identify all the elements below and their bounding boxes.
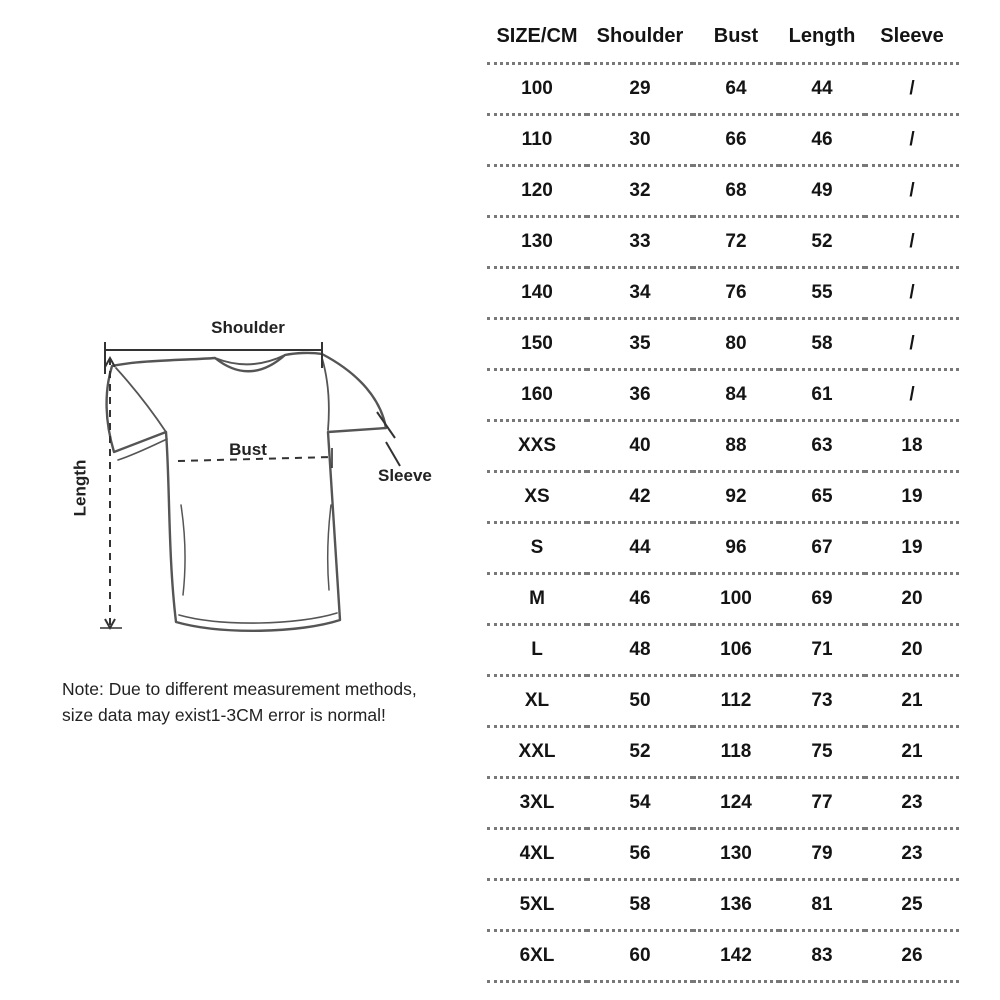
table-row [487,114,959,165]
size-cell: XXS [487,420,587,471]
value-cell: 75 [779,726,865,777]
measurement-note [62,676,462,728]
value-cell: 60 [587,930,693,981]
table-row [487,930,959,981]
table-row [487,573,959,624]
value-cell: 46 [779,114,865,165]
value-cell: 33 [587,216,693,267]
value-cell: 20 [865,573,959,624]
value-cell: 106 [693,624,779,675]
value-cell: 65 [779,471,865,522]
value-cell: 76 [693,267,779,318]
table-row [487,522,959,573]
value-cell: 118 [693,726,779,777]
value-cell: 48 [587,624,693,675]
table-row [487,675,959,726]
size-cell: 150 [487,318,587,369]
value-cell: 58 [779,318,865,369]
size-table-container [487,12,959,983]
value-cell: 25 [865,879,959,930]
value-cell: 42 [587,471,693,522]
tshirt-diagram-svg [40,300,470,700]
value-cell: 34 [587,267,693,318]
value-cell: 19 [865,471,959,522]
measurement-note-line2: size data may exist1-3CM error is normal! [62,705,386,725]
col-header-size: SIZE/CM [487,12,587,63]
value-cell: 72 [693,216,779,267]
value-cell: 67 [779,522,865,573]
value-cell: / [865,63,959,114]
value-cell: 64 [693,63,779,114]
value-cell: / [865,165,959,216]
table-row [487,63,959,114]
table-row [487,828,959,879]
value-cell: 96 [693,522,779,573]
size-cell: 3XL [487,777,587,828]
value-cell: / [865,216,959,267]
table-row [487,369,959,420]
value-cell: 36 [587,369,693,420]
value-cell: 79 [779,828,865,879]
table-row [487,726,959,777]
table-row [487,267,959,318]
value-cell: 136 [693,879,779,930]
length-measure-line [100,358,122,628]
value-cell: 44 [587,522,693,573]
shoulder-label: Shoulder [211,318,285,337]
table-row [487,318,959,369]
table-row [487,420,959,471]
sleeve-pointer-line [377,412,400,466]
value-cell: 20 [865,624,959,675]
value-cell: 66 [693,114,779,165]
value-cell: 71 [779,624,865,675]
value-cell: 21 [865,675,959,726]
table-row [487,624,959,675]
value-cell: 130 [693,828,779,879]
table-header-row [487,12,959,63]
size-cell: XXL [487,726,587,777]
value-cell: 112 [693,675,779,726]
size-cell: 5XL [487,879,587,930]
size-cell: M [487,573,587,624]
value-cell: 81 [779,879,865,930]
value-cell: 92 [693,471,779,522]
value-cell: 142 [693,930,779,981]
value-cell: 54 [587,777,693,828]
value-cell: 23 [865,777,959,828]
value-cell: 21 [865,726,959,777]
value-cell: 40 [587,420,693,471]
table-row [487,879,959,930]
size-cell: 140 [487,267,587,318]
size-cell: L [487,624,587,675]
value-cell: / [865,318,959,369]
value-cell: 30 [587,114,693,165]
value-cell: 73 [779,675,865,726]
table-row [487,777,959,828]
value-cell: 56 [587,828,693,879]
value-cell: 29 [587,63,693,114]
value-cell: 84 [693,369,779,420]
value-cell: 69 [779,573,865,624]
value-cell: 32 [587,165,693,216]
col-header-shoulder: Shoulder [587,12,693,63]
value-cell: 124 [693,777,779,828]
tshirt-outline [107,353,386,631]
table-row [487,471,959,522]
value-cell: / [865,114,959,165]
value-cell: 46 [587,573,693,624]
col-header-length: Length [779,12,865,63]
size-cell: 110 [487,114,587,165]
table-row [487,165,959,216]
length-label: Length [70,459,90,517]
value-cell: 35 [587,318,693,369]
table-row [487,216,959,267]
value-cell: / [865,369,959,420]
value-cell: 77 [779,777,865,828]
value-cell: 80 [693,318,779,369]
value-cell: 19 [865,522,959,573]
value-cell: 68 [693,165,779,216]
value-cell: 58 [587,879,693,930]
value-cell: 18 [865,420,959,471]
size-cell: 6XL [487,930,587,981]
size-cell: XS [487,471,587,522]
size-cell: XL [487,675,587,726]
size-cell: 4XL [487,828,587,879]
value-cell: 88 [693,420,779,471]
measurement-note-line1: Note: Due to different measurement methods, [62,679,417,699]
value-cell: 100 [693,573,779,624]
sleeve-label: Sleeve [378,466,432,485]
size-cell: 100 [487,63,587,114]
value-cell: 52 [779,216,865,267]
value-cell: 61 [779,369,865,420]
col-header-bust: Bust [693,12,779,63]
size-cell: S [487,522,587,573]
bust-label: Bust [229,440,267,459]
size-cell: 120 [487,165,587,216]
value-cell: 83 [779,930,865,981]
size-cell: 130 [487,216,587,267]
value-cell: 23 [865,828,959,879]
value-cell: 52 [587,726,693,777]
size-cell: 160 [487,369,587,420]
size-table [487,12,959,983]
value-cell: 50 [587,675,693,726]
size-table-body [487,63,959,981]
value-cell: 63 [779,420,865,471]
tshirt-measurement-diagram [40,300,470,700]
value-cell: 49 [779,165,865,216]
value-cell: 44 [779,63,865,114]
value-cell: 26 [865,930,959,981]
value-cell: / [865,267,959,318]
value-cell: 55 [779,267,865,318]
col-header-sleeve: Sleeve [865,12,959,63]
